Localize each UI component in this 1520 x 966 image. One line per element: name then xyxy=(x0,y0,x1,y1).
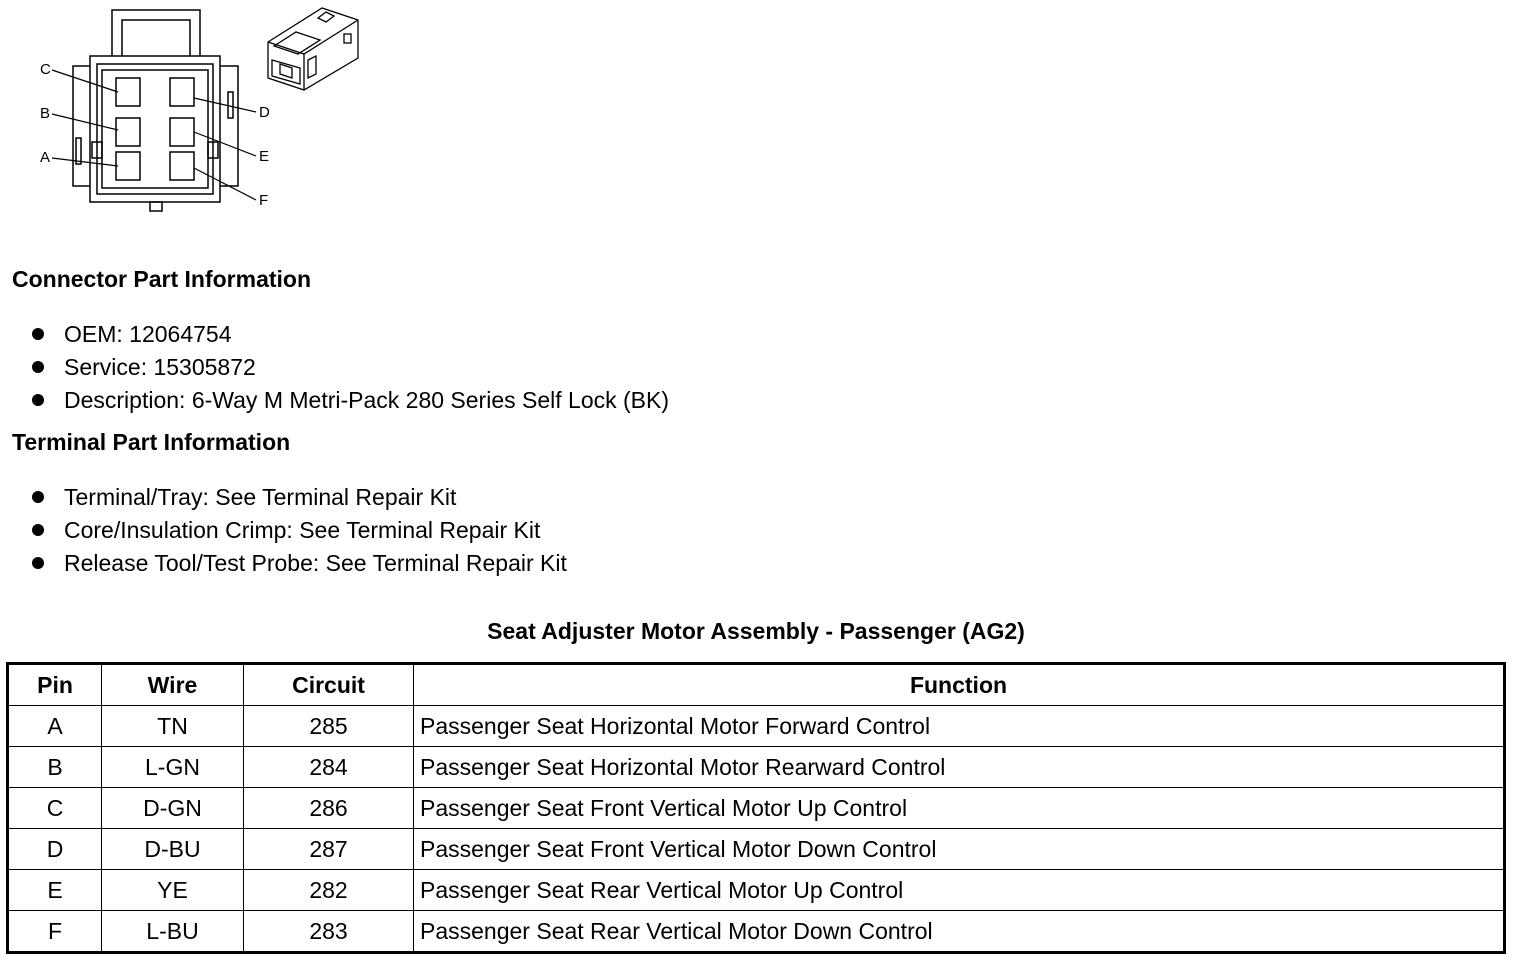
table-row xyxy=(8,706,1505,747)
cell-wire: D-BU xyxy=(102,829,244,870)
bullet-icon xyxy=(32,491,44,503)
bullet-icon xyxy=(32,361,44,373)
connector-part-list xyxy=(30,318,669,417)
list-item: Core/Insulation Crimp: See Terminal Repair Kit xyxy=(30,514,567,547)
pin-label-e: E xyxy=(259,148,270,165)
cavity-c xyxy=(116,78,140,106)
terminal-part-heading: Terminal Part Information xyxy=(12,429,291,455)
cell-pin: A xyxy=(8,706,102,747)
cell-pin: F xyxy=(8,911,102,953)
header-function: Function xyxy=(414,664,1505,706)
bottom-key xyxy=(150,202,162,211)
cell-circuit: 282 xyxy=(244,870,414,911)
bullet-icon xyxy=(32,524,44,536)
table-row xyxy=(8,870,1505,911)
cell-function: Passenger Seat Front Vertical Motor Up Control xyxy=(414,788,1505,829)
bullet-icon xyxy=(32,394,44,406)
pinout-table xyxy=(6,662,1506,954)
cell-function: Passenger Seat Horizontal Motor Rearward Control xyxy=(414,747,1505,788)
table-row xyxy=(8,911,1505,953)
connector-diagram xyxy=(0,0,380,220)
cell-pin: C xyxy=(8,788,102,829)
terminal-part-list xyxy=(30,481,567,580)
cell-wire: L-BU xyxy=(102,911,244,953)
list-item: Service: 15305872 xyxy=(30,351,669,384)
table-title: Seat Adjuster Motor Assembly - Passenger (AG2) xyxy=(487,618,1025,644)
cell-wire: L-GN xyxy=(102,747,244,788)
pin-label-c: C xyxy=(40,61,51,78)
lock-tab-inner xyxy=(122,20,190,56)
right-latch xyxy=(228,92,233,118)
header-circuit: Circuit xyxy=(244,664,414,706)
left-latch xyxy=(76,138,81,164)
list-item: Description: 6-Way M Metri-Pack 280 Series Self Lock (BK) xyxy=(30,384,669,417)
list-item: OEM: 12064754 xyxy=(30,318,669,351)
cell-circuit: 285 xyxy=(244,706,414,747)
cell-function: Passenger Seat Front Vertical Motor Down Control xyxy=(414,829,1505,870)
table-row xyxy=(8,747,1505,788)
cavity-a xyxy=(116,152,140,180)
cell-wire: TN xyxy=(102,706,244,747)
table-row xyxy=(8,788,1505,829)
cavity-b xyxy=(116,118,140,146)
cell-pin: B xyxy=(8,747,102,788)
lock-tab-outer xyxy=(112,10,200,56)
cavity-d xyxy=(170,78,194,106)
cell-function: Passenger Seat Rear Vertical Motor Up Control xyxy=(414,870,1505,911)
cell-wire: YE xyxy=(102,870,244,911)
list-item: Terminal/Tray: See Terminal Repair Kit xyxy=(30,481,567,514)
left-flange xyxy=(73,66,90,186)
housing-outer xyxy=(90,56,220,202)
pin-label-d: D xyxy=(259,104,270,121)
cavity-e xyxy=(170,118,194,146)
cell-pin: D xyxy=(8,829,102,870)
cell-wire: D-GN xyxy=(102,788,244,829)
bullet-icon xyxy=(32,557,44,569)
connector-part-heading: Connector Part Information xyxy=(12,266,312,292)
list-item: Release Tool/Test Probe: See Terminal Repair Kit xyxy=(30,547,567,580)
header-pin: Pin xyxy=(8,664,102,706)
bullet-icon xyxy=(32,328,44,340)
cell-circuit: 283 xyxy=(244,911,414,953)
right-flange xyxy=(220,66,238,186)
cavity-f xyxy=(170,152,194,180)
pin-label-f: F xyxy=(259,192,269,209)
housing-cavity xyxy=(102,70,208,188)
cell-circuit: 284 xyxy=(244,747,414,788)
cell-circuit: 286 xyxy=(244,788,414,829)
cell-function: Passenger Seat Rear Vertical Motor Down Control xyxy=(414,911,1505,953)
header-wire: Wire xyxy=(102,664,244,706)
pin-label-a: A xyxy=(40,149,51,166)
cell-circuit: 287 xyxy=(244,829,414,870)
connector-isometric-view xyxy=(268,8,358,90)
table-header-row xyxy=(8,664,1505,706)
pin-label-b: B xyxy=(40,105,51,122)
table-row xyxy=(8,829,1505,870)
cell-function: Passenger Seat Horizontal Motor Forward Control xyxy=(414,706,1505,747)
cell-pin: E xyxy=(8,870,102,911)
